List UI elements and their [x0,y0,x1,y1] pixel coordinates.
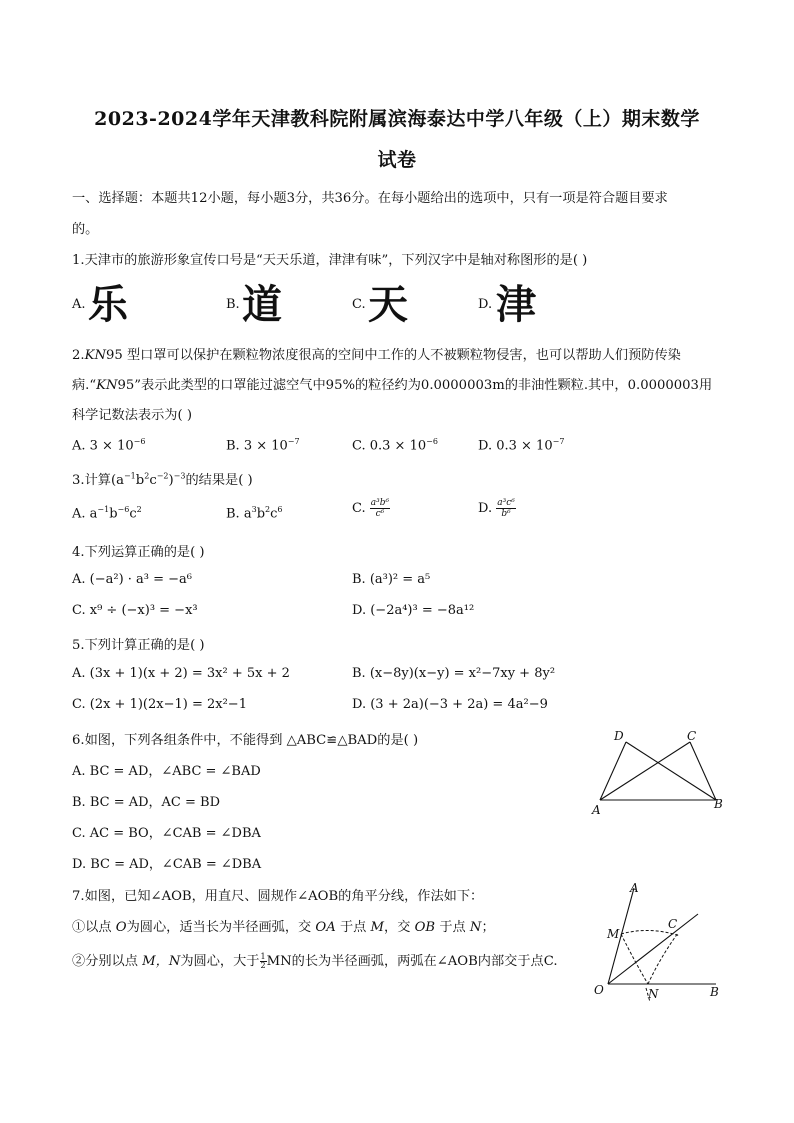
q7-step2-c: MN的长为半径画弧，两弧在∠AOB内部交于点C. [266,954,558,969]
q3-c-label: C. [352,501,370,516]
q2-d-exp: −7 [552,437,565,446]
q4-option-d: D. (−2a⁴)³ = −8a¹² [352,603,475,618]
section-heading: 一、选择题：本题共12小题，每小题3分，共36分。在每小题给出的选项中，只有一项是符合题目要求 [72,191,668,206]
section-heading-cont: 的。 [72,222,99,237]
q7-step1-e: 于点 [435,920,470,935]
q3-d-label: D. [478,501,497,516]
q6-option-d: D. BC = AD，∠CAB = ∠DBA [72,857,262,872]
q3-option-a [72,505,142,521]
q7-step1-n: N [469,920,482,935]
q7-label-m: M [607,927,620,941]
q3-c-num: a³b⁶ [370,498,390,508]
q6-figure [580,722,740,822]
q3-a-e3: 2 [136,505,142,514]
q7-step2-a: ②分别以点 [72,954,143,969]
q6-option-a: A. BC = AD，∠ABC = ∠BAD [72,764,261,779]
q6-label-d: D [614,729,624,743]
q4-option-b: B. (a³)² = a⁵ [352,572,431,587]
q3-b-t2: b [256,506,266,522]
q3-option-b [226,505,282,521]
q7-stem: 7.如图，已知∠AOB，用直尺、圆规作∠AOB的角平分线，作法如下： [72,889,484,904]
q5-stem: 5.下列计算正确的是( ) [72,638,205,653]
q7-step2-b: 为圆心，大于 [180,954,260,969]
q2-kn: KN [84,348,106,363]
q3-e3: −2 [156,471,169,481]
q2-option-a [72,437,145,453]
q2-b-exp: −7 [287,437,300,446]
q6-label-c: C [687,729,697,743]
q2-line1-text: 95 型口罩可以保护在颗粒物浓度很高的空间中工作的人不被颗粒物侵害，也可以帮助人们预防传染 [106,348,681,363]
q7-half-num: 1 [260,952,266,961]
q2-line2-b: 95”表示此类型的口罩能过滤空气中95%的粒径约为0.0000003m的非油性颗粒.其中，0.0000003用 [117,378,713,393]
q7-step1-oa: OA [315,920,336,935]
q3-d-num: a³c⁶ [497,498,515,508]
q2-stem-line3: 科学记数法表示为( ) [72,408,192,423]
q6-option-c: C. AC = BO，∠CAB = ∠DBA [72,826,261,841]
q2-kn-2: KN [96,378,118,393]
q7-label-c: C [668,917,678,931]
q1-stem: 1.天津市的旅游形象宣传口号是“天天乐道，津津有味”，下列汉字中是轴对称图形的是( ) [72,253,588,268]
q3-e4: −3 [173,471,186,481]
q7-figure [588,876,738,1011]
q1-option-a-char: 乐 [88,282,128,328]
q3-option-d [478,498,516,519]
q3-b-t1: a [243,506,252,522]
q2-stem-line2 [72,374,712,393]
q3-b-label: B. [226,506,244,522]
q4-stem: 4.下列运算正确的是( ) [72,545,205,560]
q2-line2-a: 病.“ [72,378,97,393]
q2-d-base: D. 0.3 × 10 [478,438,553,454]
exam-title-line2: 试卷 [377,149,417,171]
q4-option-c: C. x⁹ ÷ (−x)³ = −x³ [72,603,198,618]
q1-option-b-char: 道 [242,282,282,328]
q1-option-d-label: D. [478,297,493,312]
q5-option-a: A. (3x + 1)(x + 2) = 3x² + 5x + 2 [72,666,290,681]
q7-step1-ob: OB [414,920,436,935]
q6-option-b: B. BC = AD，AC = BD [72,795,220,810]
q7-label-n: N [648,987,659,1001]
q3-a-e2: −6 [117,505,130,514]
q7-label-o: O [594,983,604,997]
q1-option-c-char: 天 [368,282,408,328]
q3-b-t3: c [270,506,278,522]
q2-number: 2. [72,348,85,363]
q7-arc-mn [621,934,648,984]
q7-step1-d: ，交 [384,920,415,935]
q3-c-fraction [370,498,390,519]
q1-option-c-label: C. [352,297,366,312]
q3-stem-post: 的结果是( ) [185,473,253,488]
q3-e1: −1 [123,471,136,481]
q3-m2: c [149,473,157,488]
q3-stem-pre: 3.计算(a [72,473,124,488]
q3-c-den: c⁶ [375,509,385,519]
q7-half-den: 2 [260,961,266,970]
q4-option-a: A. (−a²) · a³ = −a⁶ [72,572,193,587]
q2-option-c [352,437,438,453]
q1-option-b-label: B. [226,297,240,312]
q3-m1: b [135,473,145,488]
q3-option-c [352,498,390,519]
q5-option-c: C. (2x + 1)(2x−1) = 2x²−1 [72,697,247,712]
q3-a-t1: a [89,506,98,522]
q5-option-b: B. (x−8y)(x−y) = x²−7xy + 8y² [352,666,556,681]
q1-option-d-char: 津 [496,282,536,328]
q3-d-den: b⁶ [501,509,511,519]
q3-a-label: A. [72,506,90,522]
q7-step2 [72,950,558,970]
q2-option-b [226,437,300,453]
q6-stem: 6.如图，下列各组条件中，不能得到 △ABC≌△BAD的是( ) [72,733,419,748]
exam-title-line1: 2023-2024学年天津教科院附属滨海泰达中学八年级（上）期末数学 [94,108,700,130]
q6-label-b: B [714,797,723,811]
q3-b-e3: 6 [277,505,283,514]
q1-option-a-label: A. [72,297,86,312]
q3-a-t3: c [129,506,137,522]
q3-a-t2: b [109,506,118,522]
q7-step1-o: O [115,920,127,935]
q2-c-base: C. 0.3 × 10 [352,438,427,454]
q2-a-exp: −6 [133,437,146,446]
q7-step1-f: ； [481,920,495,935]
q3-d-fraction [496,498,516,519]
q3-m3: ) [168,473,174,488]
q7-label-a: A [630,881,639,895]
q2-option-d [478,437,564,453]
q3-stem [72,469,253,488]
q2-c-exp: −6 [426,437,438,446]
q3-e2: 2 [144,471,150,481]
q2-a-base: A. 3 × 10 [72,438,134,454]
q3-a-e1: −1 [97,505,110,514]
q7-half-fraction [260,953,267,970]
q7-step2-mn: M，N [142,954,181,969]
q7-step1-a: ①以点 [72,920,116,935]
q6-label-a: A [592,803,601,817]
q7-step1 [72,916,495,935]
q7-step1-c: 于点 [335,920,371,935]
q7-step1-b: 为圆心，适当长为半径画弧，交 [126,920,316,935]
q3-b-e2: 2 [265,505,271,514]
q5-option-d: D. (3 + 2a)(−3 + 2a) = 4a²−9 [352,697,548,712]
q2-b-base: B. 3 × 10 [226,438,288,454]
q3-b-e1: 3 [251,505,257,514]
q7-label-b: B [710,985,719,999]
q2-stem-line1 [72,344,681,363]
q7-step1-m: M [370,920,385,935]
